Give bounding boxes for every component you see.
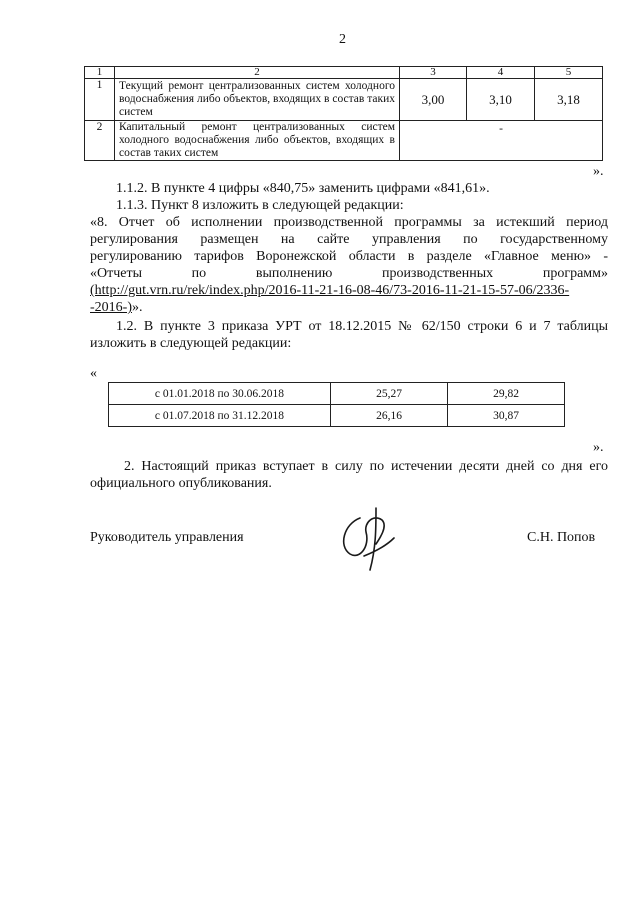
item-8-end-quote: ».: [132, 300, 143, 315]
item-8-link-line: [90, 282, 608, 299]
url-link[interactable]: (http://gut.vrn.ru/rek/index.php/2016-11-21-16-08-46/73-2016-11-21-15-57-06/2336-: [90, 283, 570, 298]
close-quote: ».: [593, 440, 604, 455]
handwritten-signature: [330, 498, 410, 578]
table-row: [109, 405, 565, 427]
period-cell: с 01.07.2018 по 31.12.2018: [109, 405, 331, 427]
header-cell: 3: [400, 67, 467, 79]
merged-value-cell: -: [400, 121, 603, 161]
table-row: [85, 121, 603, 161]
paragraph-1-1-2: 1.1.2. В пункте 4 цифры «840,75» заменить цифрами «841,61».: [116, 181, 490, 196]
paragraph-2: [90, 458, 608, 492]
item-8-line: «8. Отчет об исполнении производственной программы за истекший период: [90, 215, 608, 230]
item-8-line: регулированию тарифов Воронежской области в разделе «Главное меню» -: [90, 249, 608, 264]
table-row: [85, 79, 603, 121]
item-8-text: [90, 214, 608, 316]
row-number: 2: [85, 121, 115, 161]
table-header-row: [85, 67, 603, 79]
paragraph-line: изложить в следующей редакции:: [90, 336, 292, 351]
header-cell: 2: [115, 67, 400, 79]
item-8-line: «Отчеты по выполнению производственных программ»: [90, 266, 608, 281]
close-quote: ».: [593, 164, 604, 179]
value-cell: 29,82: [448, 383, 565, 405]
paragraph-1-2: [90, 318, 608, 352]
url-link-end[interactable]: -2016-): [90, 300, 132, 315]
value-cell: 25,27: [331, 383, 448, 405]
paragraph-line: официального опубликования.: [90, 476, 272, 491]
repair-table: [84, 66, 603, 161]
paragraph-line: 1.2. В пункте 3 приказа УРТ от 18.12.2015 № 62/150 строки 6 и 7 таблицы: [116, 319, 608, 334]
page-number: 2: [339, 32, 346, 47]
open-quote: «: [90, 366, 97, 381]
signatory-title: Руководитель управления: [90, 530, 244, 545]
table-row: [109, 383, 565, 405]
tariff-table: [108, 382, 565, 427]
header-cell: 4: [467, 67, 535, 79]
header-cell: 1: [85, 67, 115, 79]
header-cell: 5: [535, 67, 603, 79]
row-number: 1: [85, 79, 115, 121]
value-cell: 3,00: [400, 79, 467, 121]
value-cell: 3,10: [467, 79, 535, 121]
item-8-link-line: [90, 299, 608, 316]
period-cell: с 01.01.2018 по 30.06.2018: [109, 383, 331, 405]
item-8-line: регулирования размещен на сайте управления по государственному: [90, 232, 608, 247]
value-cell: 3,18: [535, 79, 603, 121]
value-cell: 30,87: [448, 405, 565, 427]
row-description: Текущий ремонт централизованных систем холодного водоснабжения либо объектов, входящих в состав таких систем: [115, 79, 400, 121]
paragraph-line: 2. Настоящий приказ вступает в силу по истечении десяти дней со дня его: [124, 459, 608, 474]
value-cell: 26,16: [331, 405, 448, 427]
row-description: Капитальный ремонт централизованных систем холодного водоснабжения либо объектов, входящих в состав таких систем: [115, 121, 400, 161]
paragraph-1-1-3: 1.1.3. Пункт 8 изложить в следующей редакции:: [116, 198, 404, 213]
signatory-name: С.Н. Попов: [527, 530, 596, 545]
